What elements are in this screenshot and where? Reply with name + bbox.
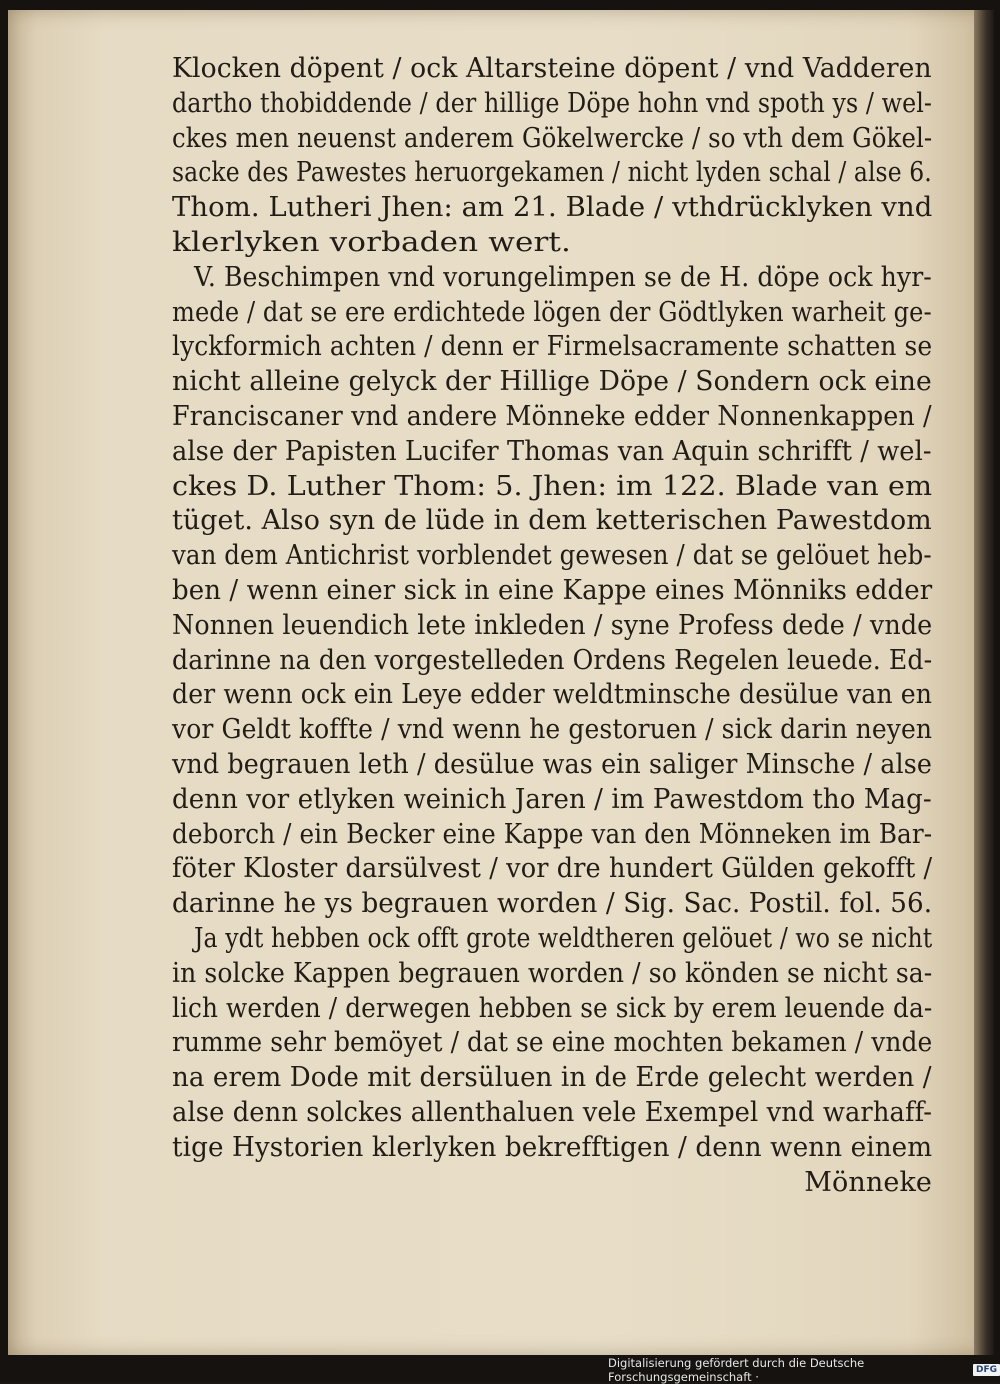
text-line-24: föter Kloster darsülvest / vor dre hundert Gülden gekofft /: [172, 853, 933, 885]
text-line-28: lich werden / derwegen hebben se sick by erem leuende da-: [172, 992, 933, 1024]
page-text-block: [172, 52, 932, 1200]
text-line-2: dartho thobiddende / der hillige Döpe hohn vnd spoth ys / wel-: [172, 87, 933, 119]
text-line-25: darinne he ys begrauen worden / Sig. Sac. Postil. fol. 56.: [172, 888, 933, 920]
text-line-26: Ja ydt hebben ock offt grote weldtheren gelöuet / wo se nicht: [194, 922, 933, 954]
text-line-27: in solcke Kappen begrauen worden / so könden se nicht sa-: [172, 957, 933, 989]
text-line-21: vnd begrauen leth / desülue was ein saliger Minsche / alse: [172, 748, 932, 780]
text-line-22: denn vor etlyken weinich Jaren / im Pawestdom tho Mag-: [172, 783, 932, 815]
page-edge-shadow: [974, 10, 994, 1355]
text-line-30: na erem Dode mit dersüluen in de Erde gelecht werden /: [172, 1062, 932, 1094]
footer-credit-text: Digitalisierung gefördert durch die Deutsche Forschungsgemeinschaft ·: [608, 1356, 865, 1384]
text-line-32: tige Hystorien klerlyken bekrefftigen / denn wenn einem: [172, 1131, 933, 1163]
text-line-20: vor Geldt koffte / vnd wenn he gestoruen / sick darin neyen: [172, 714, 933, 746]
text-line-23: deborch / ein Becker eine Kappe van den Mönneken im Bar-: [172, 818, 933, 850]
digitization-footer: [608, 1356, 1000, 1384]
text-line-11: Franciscaner vnd andere Mönneke edder Nonnenkappen /: [172, 400, 932, 432]
text-line-19: der wenn ock ein Leye edder weldtminsche desülue van en: [172, 679, 933, 711]
text-line-12: alse der Papisten Lucifer Thomas van Aquin schrifft / wel-: [172, 435, 932, 467]
text-line-13: ckes D. Luther Thom: 5. Jhen: im 122. Blade van em: [172, 470, 933, 502]
text-line-9: lyckformich achten / denn er Firmelsacramente schatten se: [172, 331, 933, 363]
dfg-logo-icon: DFG: [973, 1364, 1000, 1376]
text-line-18: darinne na den vorgestelleden Ordens Regelen leuede. Ed-: [172, 644, 933, 676]
text-line-15: van dem Antichrist vorblendet gewesen / dat se gelöuet heb-: [172, 540, 932, 572]
text-line-14: tüget. Also syn de lüde in dem ketterischen Pawestdom: [172, 505, 932, 537]
text-line-16: ben / wenn einer sick in eine Kappe eines Mönniks edder: [172, 574, 933, 606]
text-line-7: V. Beschimpen vnd vorungelimpen se de H. döpe ock hyr-: [194, 261, 932, 293]
catchword: Mönneke: [804, 1166, 932, 1198]
text-line-1: Klocken döpent / ock Altarsteine döpent / vnd Vadderen: [172, 53, 932, 84]
text-line-31: alse denn solckes allenthaluen vele Exempel vnd warhaff-: [172, 1096, 933, 1128]
text-line-4: sacke des Pawestes heruorgekamen / nicht lyden schal / alse 6.: [172, 157, 932, 189]
text-line-17: Nonnen leuendich lete inkleden / syne Profess dede / vnde: [172, 609, 933, 641]
text-line-6: klerlyken vorbaden wert.: [172, 226, 571, 258]
text-line-3: ckes men neuenst anderem Gökelwercke / so vth dem Gökel-: [172, 122, 933, 154]
text-line-29: rumme sehr bemöyet / dat se eine mochten bekamen / vnde: [172, 1027, 933, 1059]
text-line-10: nicht alleine gelyck der Hillige Döpe / Sondern ock eine: [172, 366, 932, 398]
text-line-5: Thom. Lutheri Jhen: am 21. Blade / vthdrücklyken vnd: [172, 192, 933, 224]
text-line-8: mede / dat se ere erdichtede lögen der Gödtlyken warheit ge-: [172, 296, 932, 328]
